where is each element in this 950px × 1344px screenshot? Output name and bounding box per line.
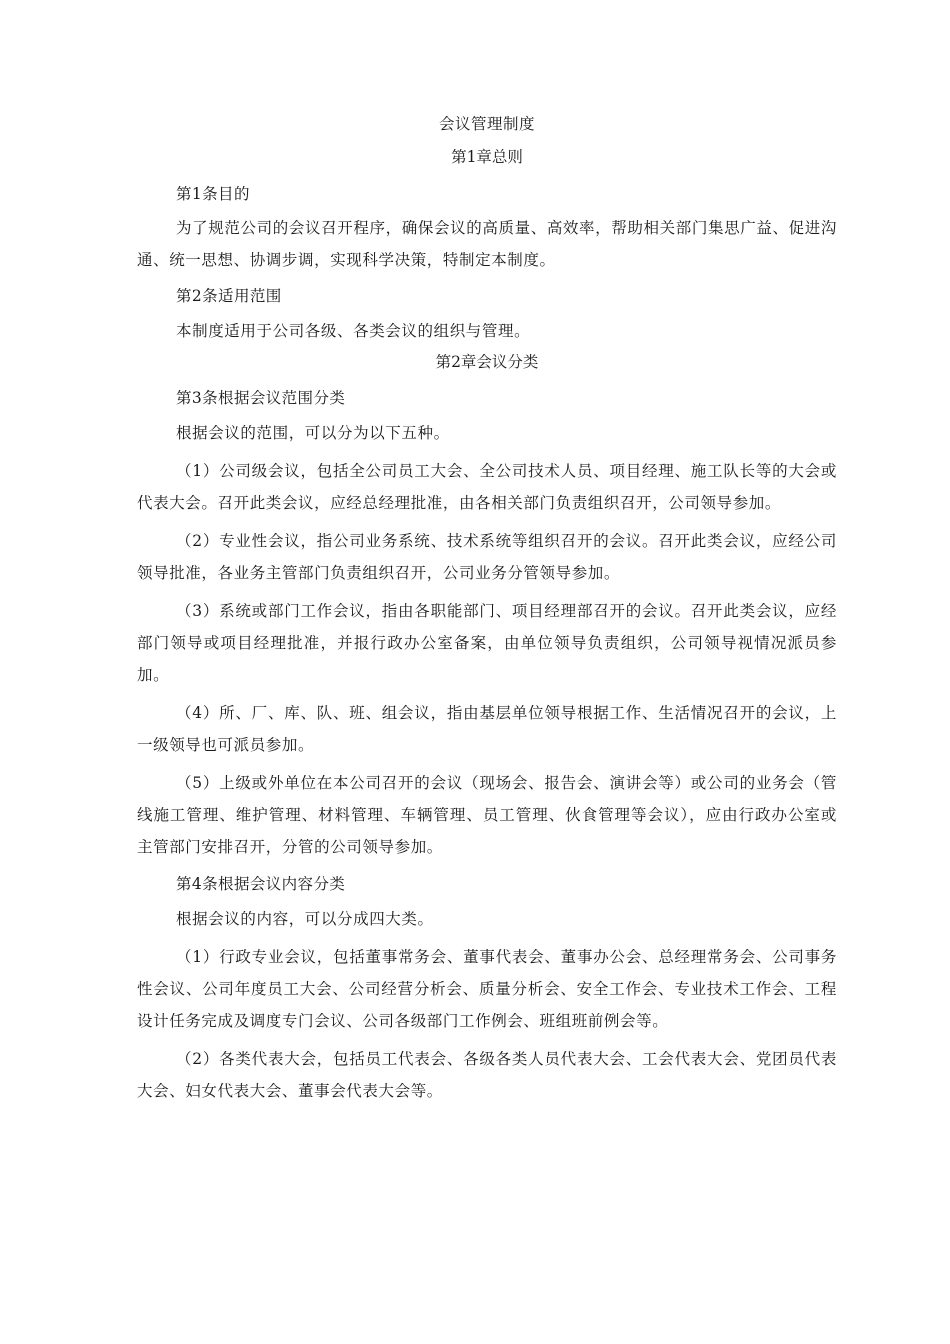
article-3-item-1: （1）公司级会议，包括全公司员工大会、全公司技术人员、项目经理、施工队长等的大会或代表大会。召开此类会议，应经总经理批准，由各相关部门负责组织召开，公司领导参加。 [137,462,837,512]
article-3-item-4: （4）所、厂、库、队、班、组会议，指由基层单位领导根据工作、生活情况召开的会议，上一级领导也可派员参加。 [137,704,837,754]
article-3-item-5: （5）上级或外单位在本公司召开的会议（现场会、报告会、演讲会等）或公司的业务会（管线施工管理、维护管理、材料管理、车辆管理、员工管理、伙食管理等会议），应由行政办公室或主管部门安排召开，分管的公司领导参加。 [137,774,837,856]
article-4-heading: 第4条根据会议内容分类 [176,875,346,893]
article-2-heading: 第2条适用范围 [176,287,282,305]
article-2-text: 本制度适用于公司各级、各类会议的组织与管理。 [176,322,531,340]
article-4-intro: 根据会议的内容，可以分成四大类。 [176,910,434,928]
article-3-item-3: （3）系统或部门工作会议，指由各职能部门、项目经理部召开的会议。召开此类会议，应经部门领导或项目经理批准，并报行政办公室备案，由单位领导负责组织，公司领导视情况派员参加。 [137,602,837,684]
article-1-text: 为了规范公司的会议召开程序，确保会议的高质量、高效率，帮助相关部门集思广益、促进沟通、统一思想、协调步调，实现科学决策，特制定本制度。 [137,219,837,269]
document-page [137,112,837,1107]
article-3-item-2: （2）专业性会议，指公司业务系统、技术系统等组织召开的会议。召开此类会议，应经公司领导批准，各业务主管部门负责组织召开，公司业务分管领导参加。 [137,532,837,582]
article-3-intro: 根据会议的范围，可以分为以下五种。 [176,424,450,442]
article-4-item-1: （1）行政专业会议，包括董事常务会、董事代表会、董事办公会、总经理常务会、公司事务性会议、公司年度员工大会、公司经营分析会、质量分析会、安全工作会、专业技术工作会、工程设计任务完成及调度专门会议、公司各级部门工作例会、班组班前例会等。 [137,948,837,1030]
chapter-2-heading: 第2章会议分类 [435,353,539,371]
article-4-item-2: （2）各类代表大会，包括员工代表会、各级各类人员代表大会、工会代表大会、党团员代表大会、妇女代表大会、董事会代表大会等。 [137,1050,837,1100]
document-title: 会议管理制度 [438,115,535,133]
article-3-heading: 第3条根据会议范围分类 [176,389,346,407]
chapter-1-heading: 第1章总则 [451,148,523,166]
article-1-heading: 第1条目的 [176,185,250,203]
